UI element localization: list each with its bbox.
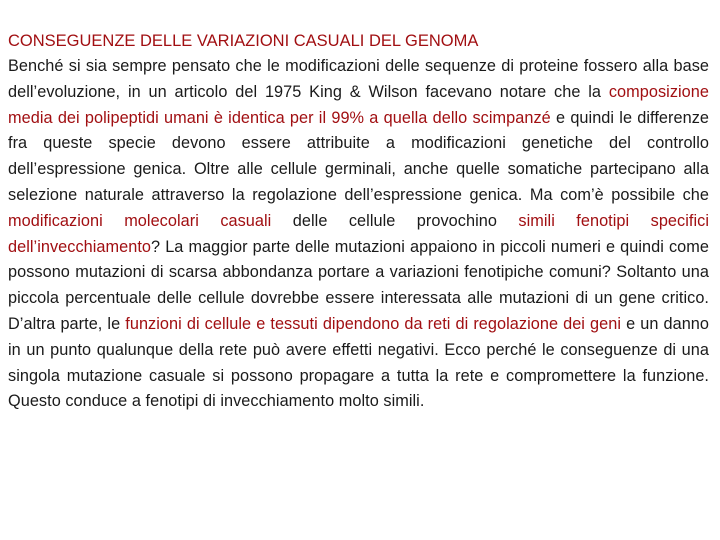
slide-title: CONSEGUENZE DELLE VARIAZIONI CASUALI DEL GENOMA [8, 32, 479, 50]
text-segment: Benché si sia sempre pensato che le modificazioni delle sequenze di proteine fossero alla base dell’evoluzione, in un articolo del 1975 King & Wilson facevano notare che la [8, 57, 709, 101]
slide-content [8, 28, 709, 415]
text-segment: e un danno in un punto qualunque della rete può avere effetti negativi. Ecco perché le conseguenze di una singola mutazione casuale si possono propagare a tutta la rete e compromettere la funzione. Questo conduce a fenotipi di invecchiamento molto simili. [8, 314, 710, 411]
text-segment: delle cellule provochino [271, 211, 519, 230]
text-segment: e quindi le differenze fra queste specie devono essere attribuite a modificazioni genetiche del controllo dell’espressione genica. Oltre alle cellule germinali, anche quelle somatiche partecipano alla selezione naturale attraverso la regolazione dell’espressione genica. Ma com’è possibile che [8, 108, 709, 204]
body-paragraph [8, 54, 709, 415]
highlighted-text-segment: modificazioni molecolari casuali [8, 211, 272, 230]
highlighted-text-segment: funzioni di cellule e tessuti dipendono da reti di regolazione dei geni [125, 314, 622, 333]
text-segment: ? La maggior parte delle mutazioni appaiono in piccoli numeri e quindi come possono mutazioni di scarsa abbondanza portare a variazioni fenotipiche comuni? Soltanto una piccola percentuale delle cellule dovrebbe essere interessata alle mutazioni di un gene critico. D’altra parte, le [8, 237, 709, 333]
highlighted-text-segment: composizione media dei polipeptidi umani è identica per il 99% a quella dello scimpanzé [8, 82, 709, 127]
highlighted-text-segment: simili fenotipi specifici dell’invecchiamento [8, 211, 709, 256]
